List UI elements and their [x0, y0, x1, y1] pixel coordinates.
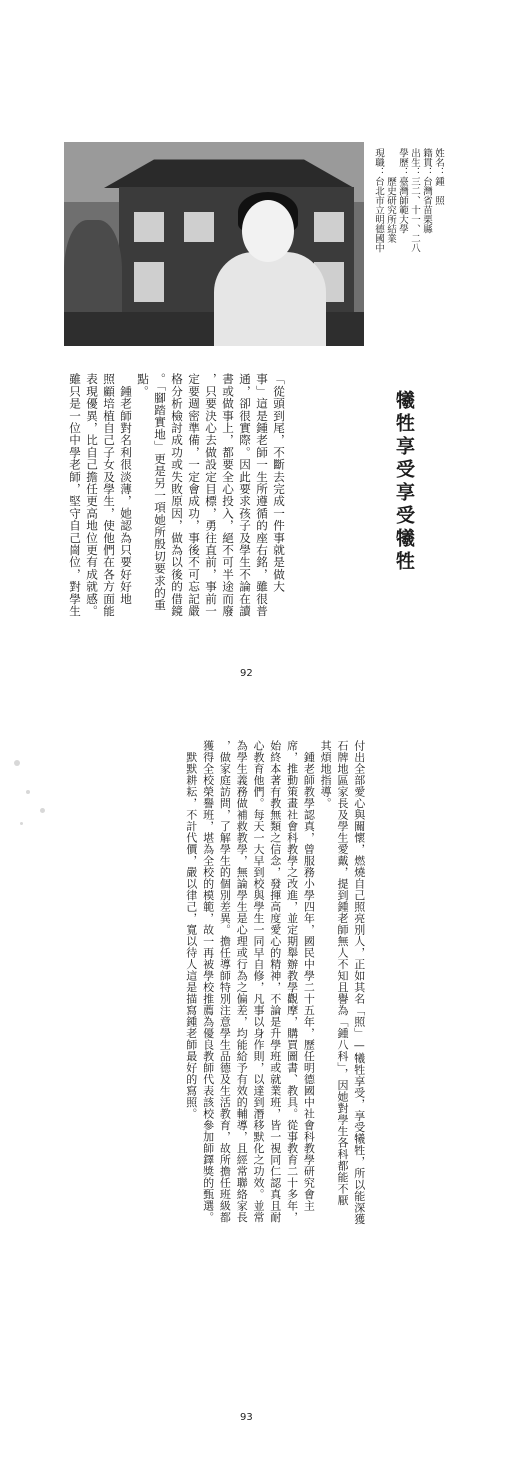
page93-body-text: 付出全部愛心與關懷，燃燒自己照亮別人，正如其名「照」—犧牲享受，享受犧牲，所以能深獲 石牌地區家長及學生愛戴，提到鍾老師無人不知且譽為「鍾八科」，因她對學生各科都能不厭 其煩地指導。 鍾老師教學認真，曾服務小學四年，國民中學二十五年，歷任明德國中社會科教學研究會主 席，推動策畫社會科教學之改進，並定期舉辦教學觀摩，購買圖書、教具。從事教育二十多年， 始終本著有教無類之信念，發揮高度愛心的精神，不論是升學班或就業班，皆一視同仁認真且耐 心教育他們。每天一大早到校與學生一同早自修，凡事以身作則，以達到潛移默化之功效。並常 為學生義務做補救教學，無論學生是心理或行為之偏差，均能給予有效的輔導，且經常聯絡家長 ，做家庭訪問，了解學生的個別差異。擔任導師特別注意學生品德及生活教育，故所擔任班級都 獲得全校榮譽班，堪為全校的模範，故一再被學校推薦為優良教師代表該校參加師鐸獎的甄選。 默默耕耘，不計代價，嚴以律己，寬以待人這是描寫鍾老師最好的寫照。 — [184, 740, 366, 1225]
page-number-92: 92 — [240, 668, 253, 679]
page-number-93: 93 — [240, 1412, 253, 1423]
photo-person-face — [242, 200, 294, 262]
photo-window — [184, 212, 214, 242]
photo-window — [314, 212, 344, 242]
profile-caption: 姓名：鍾 照 籍貫：台灣省苗栗縣 出生：三二、十一、二八 學歷：臺灣師範大學 歷史研究所結業 現職：台北市立明德國中 — [373, 148, 444, 253]
article-title: 犧牲享受享受犧牲 — [393, 390, 415, 574]
scan-speck — [20, 822, 23, 825]
scan-speck — [26, 790, 30, 794]
photo-window — [134, 212, 164, 242]
photo-window — [134, 262, 164, 302]
teacher-portrait-photo — [64, 142, 364, 346]
scan-speck — [40, 808, 45, 813]
scan-speck — [14, 760, 20, 766]
photo-person-body — [214, 252, 326, 346]
page92-body-text: 「從頭到尾，不斷去完成一件事就是做大 事」這是鍾老師一生所遵循的座右銘，雖很普 通，卻很實際。因此要求孩子及學生不論在讀 書或做事上，都要全心投入，絕不可半途而廢 ，只要決心去做設定目標，勇往直前，事前一 定要週密準備，一定會成功，事後不可忘記嚴 格分析檢討成功或失敗原因，做為以後的借鏡 。「腳踏實地」更是另一項她所殷切要求的重 點。 鍾老師對名利很淡薄，她認為只要好好地 照顧培植自己子女及學生，使他們在各方面能 表現優異，比自己擔任更高地位更有成就感。 雖只是一位中學老師，堅守自己崗位，對學生 — [68, 373, 286, 617]
